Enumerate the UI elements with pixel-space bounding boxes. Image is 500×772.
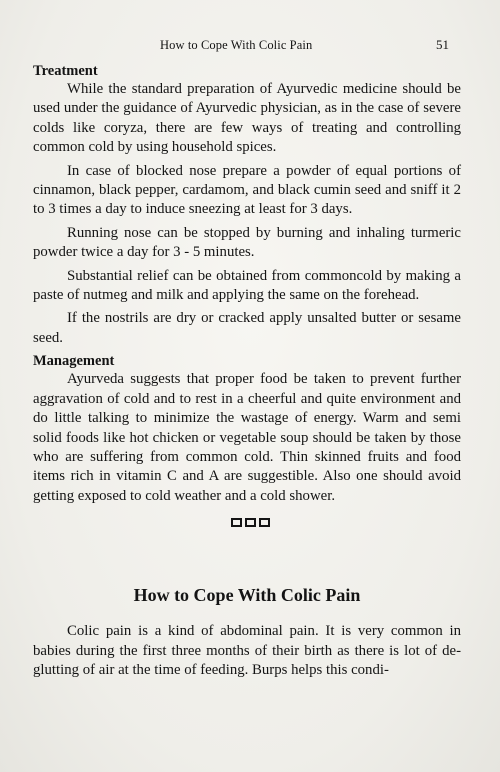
paragraph: While the standard preparation of Ayurvedic medicine should be used under the guidance of Ayurvedic physician, as in the case of severe colds like coryza, there are few ways of treating and controlling common cold by using household spices.: [33, 81, 461, 156]
square-icon: [231, 518, 242, 527]
chapter-title: How to Cope With Colic Pain: [133, 585, 361, 606]
page-content: [33, 62, 461, 684]
section-heading-treatment: Treatment: [33, 63, 98, 79]
paragraph: Substantial relief can be obtained from commoncold by making a paste of nutmeg and milk and applying the same on the forehead.: [33, 267, 461, 304]
chapter-intro-paragraph: Colic pain is a kind of abdominal pain. It is very common in babies during the first three months of their birth as there is lot of de-glutting of air at the time of feeding. Burps helps this condi-: [33, 623, 461, 678]
paragraph: In case of blocked nose prepare a powder of equal portions of cinnamon, black pepper, cardamom, and black cumin seed and sniff it 2 to 3 times a day to induce sneezing at least for 3 days.: [33, 162, 461, 218]
section-divider-ornament: [33, 518, 461, 527]
square-icon: [259, 518, 270, 527]
paragraph: Ayurveda suggests that proper food be taken to prevent further aggravation of cold and to rest in a cheerful and quite environment and do little talking to minimize the wastage of energy. Warm and semi solid foods like hot chicken or vegetable soup should be taken by those who are suffering from common cold. Thin skinned fruits and food items rich in vitamin C and A are suggestible. Also one should avoid getting exposed to cold weather and a cold shower.: [33, 371, 461, 504]
section-heading-management: Management: [33, 353, 115, 370]
paragraph: Running nose can be stopped by burning and inhaling turmeric powder twice a day for 3 - 5 minutes.: [33, 224, 461, 261]
paragraph: If the nostrils are dry or cracked apply unsalted butter or sesame seed.: [33, 310, 461, 346]
page-number: 51: [436, 37, 449, 52]
running-header: How to Cope With Colic Pain: [160, 38, 313, 52]
square-icon: [245, 518, 256, 527]
